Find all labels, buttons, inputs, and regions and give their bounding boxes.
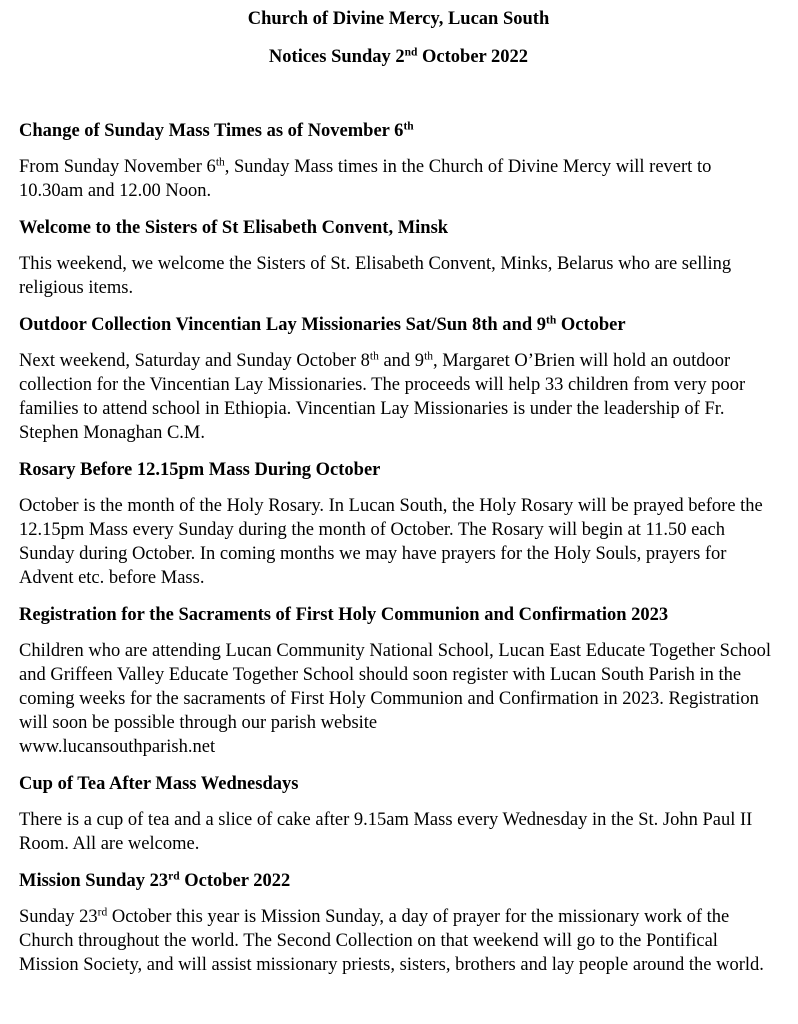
notice-body: Children who are attending Lucan Community National School, Lucan East Educate Together School and Griffeen Valley Educate Together School should soon register with Lucan South Parish in the coming weeks for the sacraments of First Holy Communion and Confirmation in 2023. Registration will soon be possible through our parish website www.lucansouthparish.net xyxy=(19,641,772,757)
notice-heading: Mission Sunday 23rd October 2022 xyxy=(19,870,291,891)
notice-registration xyxy=(19,604,778,759)
notice-tea xyxy=(19,773,778,856)
notices-date-title: Notices Sunday 2nd October 2022 xyxy=(268,46,529,67)
notice-sisters xyxy=(19,217,778,300)
notice-mission xyxy=(19,870,778,977)
notice-body: October is the month of the Holy Rosary. In Lucan South, the Holy Rosary will be prayed before the 12.15pm Mass every Sunday during the month of October. The Rosary will begin at 11.50 each Sunday during October. In coming months we may have prayers for the Holy Souls, prayers for Advent etc. before Mass. xyxy=(19,496,763,588)
notice-heading: Registration for the Sacraments of First Holy Communion and Confirmation 2023 xyxy=(19,605,669,625)
parish-website-link[interactable]: www.lucansouthparish.net xyxy=(19,737,216,757)
notice-body: Next weekend, Saturday and Sunday October 8th and 9th, Margaret O’Brien will hold an outdoor collection for the Vincentian Lay Missionaries. The proceeds will help 33 children from very poor families to attend school in Ethiopia. Vincentian Lay Missionaries is under the leadership of Fr. Stephen Monaghan C.M. xyxy=(19,350,746,443)
notice-collection xyxy=(19,314,778,445)
notice-body: This weekend, we welcome the Sisters of St. Elisabeth Convent, Minks, Belarus who are selling religious items. xyxy=(19,254,732,298)
notice-heading: Cup of Tea After Mass Wednesdays xyxy=(19,774,299,794)
notice-body: There is a cup of tea and a slice of cake after 9.15am Mass every Wednesday in the St. John Paul II Room. All are welcome. xyxy=(19,810,753,854)
notice-heading: Outdoor Collection Vincentian Lay Missionaries Sat/Sun 8th and 9th October xyxy=(19,314,626,335)
notice-heading: Welcome to the Sisters of St Elisabeth Convent, Minsk xyxy=(19,218,449,238)
notice-rosary xyxy=(19,459,778,590)
notice-heading: Change of Sunday Mass Times as of November 6th xyxy=(19,120,414,141)
notice-heading: Rosary Before 12.15pm Mass During October xyxy=(19,460,381,480)
notice-body: From Sunday November 6th, Sunday Mass times in the Church of Divine Mercy will revert to 10.30am and 12.00 Noon. xyxy=(19,156,712,201)
church-title: Church of Divine Mercy, Lucan South xyxy=(247,9,550,29)
notice-body: Sunday 23rd October this year is Mission Sunday, a day of prayer for the missionary work of the Church throughout the world. The Second Collection on that weekend will go to the Pontifical Mission Society, and will assist missionary priests, sisters, brothers and lay people around the world. xyxy=(19,906,764,975)
notice-mass-times xyxy=(19,120,778,203)
